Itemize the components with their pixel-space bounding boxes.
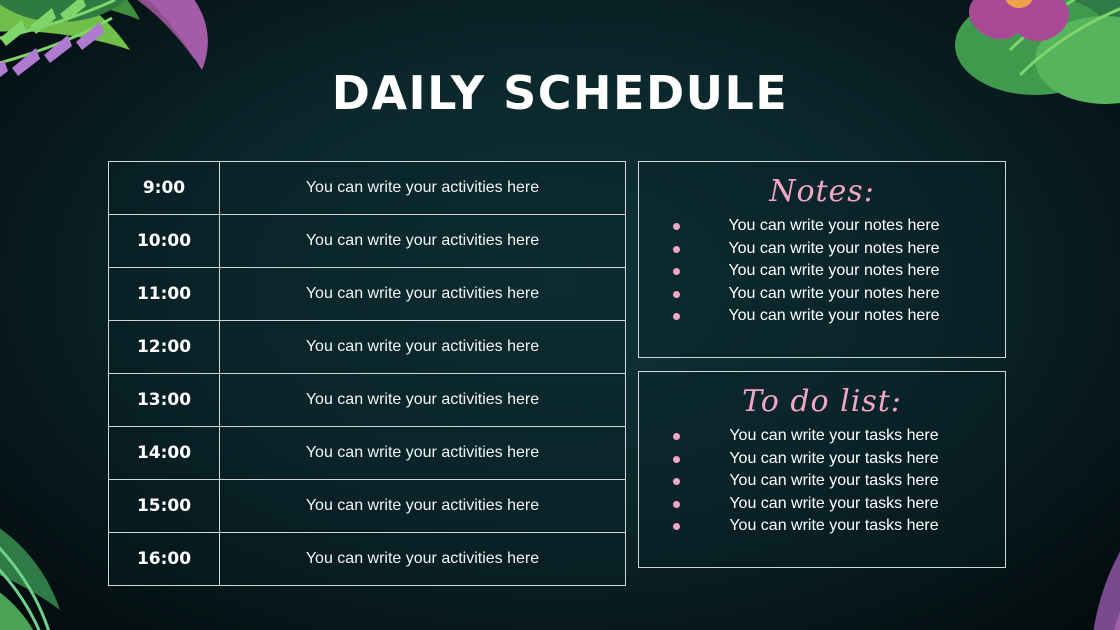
schedule-time: 16:00	[109, 533, 220, 586]
notes-list	[639, 215, 1005, 328]
schedule-activity[interactable]: You can write your activities here	[220, 480, 626, 533]
list-item-label: You can write your notes here	[728, 262, 940, 279]
schedule-time: 15:00	[109, 480, 220, 533]
notes-panel	[638, 161, 1006, 358]
schedule-time: 11:00	[109, 268, 220, 321]
schedule-time: 12:00	[109, 321, 220, 374]
bullet-icon	[673, 433, 680, 440]
schedule-activity[interactable]: You can write your activities here	[220, 374, 626, 427]
bullet-icon	[673, 456, 680, 463]
list-item-label: You can write your notes here	[728, 239, 940, 257]
bullet-icon	[673, 523, 680, 530]
table-row[interactable]	[109, 162, 626, 215]
bullet-icon	[673, 268, 680, 275]
list-item[interactable]	[667, 515, 987, 538]
schedule-table	[108, 161, 626, 586]
schedule-table-body	[109, 162, 626, 586]
table-row[interactable]	[109, 321, 626, 374]
table-row[interactable]	[109, 268, 626, 321]
bullet-icon	[673, 501, 680, 508]
table-row[interactable]	[109, 374, 626, 427]
list-item[interactable]	[667, 215, 987, 238]
list-item-label: You can write your notes here	[728, 284, 940, 302]
schedule-activity[interactable]: You can write your activities here	[220, 215, 626, 268]
schedule-time: 14:00	[109, 427, 220, 480]
todo-list	[639, 425, 1005, 538]
list-item[interactable]	[667, 448, 987, 471]
list-item[interactable]	[667, 305, 987, 328]
notes-heading: Notes:	[769, 174, 875, 209]
list-item-label: You can write your tasks here	[729, 494, 939, 512]
bullet-icon	[673, 223, 680, 230]
table-row[interactable]	[109, 215, 626, 268]
table-row[interactable]	[109, 427, 626, 480]
schedule-time: 9:00	[109, 162, 220, 215]
bullet-icon	[673, 246, 680, 253]
bullet-icon	[673, 313, 680, 320]
table-row[interactable]	[109, 480, 626, 533]
list-item-label: You can write your tasks here	[729, 449, 939, 467]
schedule-activity[interactable]: You can write your activities here	[220, 427, 626, 480]
schedule-time: 13:00	[109, 374, 220, 427]
schedule-activity[interactable]: You can write your activities here	[220, 162, 626, 215]
todo-panel	[638, 371, 1006, 568]
list-item-label: You can write your tasks here	[729, 517, 939, 534]
list-item-label: You can write your tasks here	[729, 472, 939, 489]
schedule-activity[interactable]: You can write your activities here	[220, 268, 626, 321]
bullet-icon	[673, 291, 680, 298]
list-item[interactable]	[667, 238, 987, 261]
list-item-label: You can write your notes here	[728, 307, 940, 324]
list-item-label: You can write your notes here	[728, 217, 940, 234]
list-item-label: You can write your tasks here	[729, 427, 939, 444]
table-row[interactable]	[109, 533, 626, 586]
todo-heading: To do list:	[742, 384, 902, 419]
schedule-activity[interactable]: You can write your activities here	[220, 533, 626, 586]
bullet-icon	[673, 478, 680, 485]
list-item[interactable]	[667, 425, 987, 448]
list-item[interactable]	[667, 260, 987, 283]
schedule-time: 10:00	[109, 215, 220, 268]
page-title: DAILY SCHEDULE	[331, 66, 789, 120]
list-item[interactable]	[667, 283, 987, 306]
schedule-activity[interactable]: You can write your activities here	[220, 321, 626, 374]
list-item[interactable]	[667, 493, 987, 516]
list-item[interactable]	[667, 470, 987, 493]
